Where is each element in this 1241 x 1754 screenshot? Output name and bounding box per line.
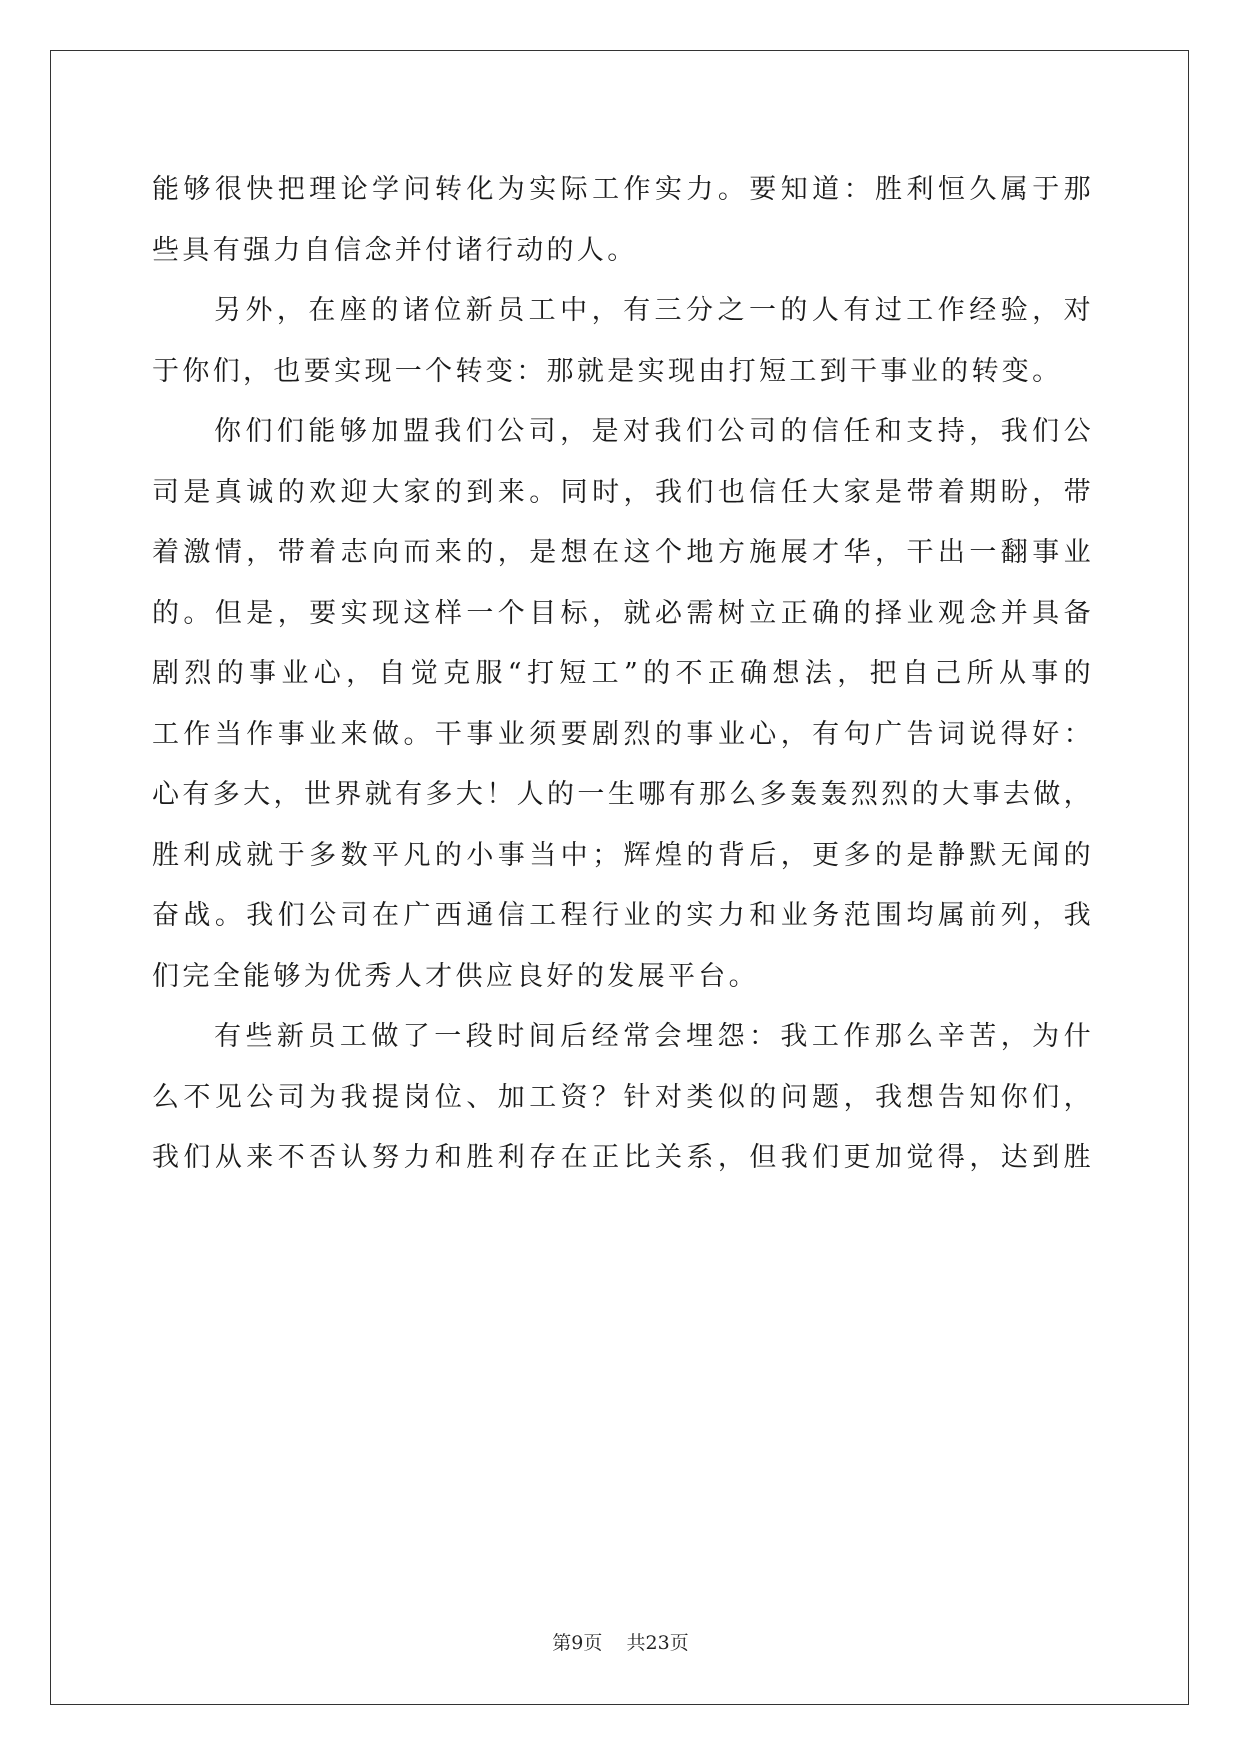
text-line: 于你们，也要实现一个转变：那就是实现由打短工到干事业的转变。 [152, 355, 1063, 387]
paragraph [152, 1007, 1094, 1189]
text-line: 们完全能够为优秀人才供应良好的发展平台。 [152, 960, 759, 992]
text-line: 的。但是，要实现这样一个目标，就必需树立正确的择业观念并具备 [152, 597, 1094, 629]
total-suffix: 页 [669, 1632, 689, 1654]
text-line: 我们从来不否认努力和胜利存在正比关系，但我们更加觉得，达到胜 [152, 1142, 1094, 1173]
paragraph [152, 281, 1094, 402]
page-footer [0, 1628, 1241, 1655]
text-line: 么不见公司为我提岗位、加工资？针对类似的问题，我想告知你们， [152, 1081, 1094, 1113]
paragraph [152, 160, 1094, 281]
text-line: 司是真诚的欢迎大家的到来。同时，我们也信任大家是带着期盼，带 [152, 476, 1094, 508]
text-line: 着激情，带着志向而来的，是想在这个地方施展才华，干出一翻事业 [152, 537, 1094, 568]
text-line: 工作当作事业来做。干事业须要剧烈的事业心，有句广告词说得好： [152, 718, 1094, 750]
total-pages: 23 [645, 1632, 670, 1654]
text-line: 心有多大，世界就有多大！人的一生哪有那么多轰轰烈烈的大事去做， [152, 779, 1094, 810]
page-label: 第 [552, 1632, 572, 1654]
total-label: 共 [626, 1632, 646, 1654]
page-number: 9 [571, 1632, 584, 1654]
text-line: 些具有强力自信念并付诸行动的人。 [152, 234, 638, 266]
text-line: 另外，在座的诸位新员工中，有三分之一的人有过工作经验，对 [214, 295, 1094, 326]
text-line: 奋战。我们公司在广西通信工程行业的实力和业务范围均属前列，我 [152, 900, 1094, 931]
text-line: 能够很快把理论学问转化为实际工作实力。要知道：胜利恒久属于那 [152, 174, 1094, 205]
text-line: 你们们能够加盟我们公司，是对我们公司的信任和支持，我们公 [214, 416, 1094, 447]
text-line: 剧烈的事业心，自觉克服“打短工”的不正确想法，把自己所从事的 [152, 658, 1094, 689]
text-line: 有些新员工做了一段时间后经常会埋怨：我工作那么辛苦，为什 [214, 1021, 1094, 1052]
page-suffix: 页 [583, 1632, 603, 1654]
paragraph [152, 402, 1094, 1007]
document-body [152, 160, 1094, 1189]
text-line: 胜利成就于多数平凡的小事当中；辉煌的背后，更多的是静默无闻的 [152, 839, 1094, 871]
